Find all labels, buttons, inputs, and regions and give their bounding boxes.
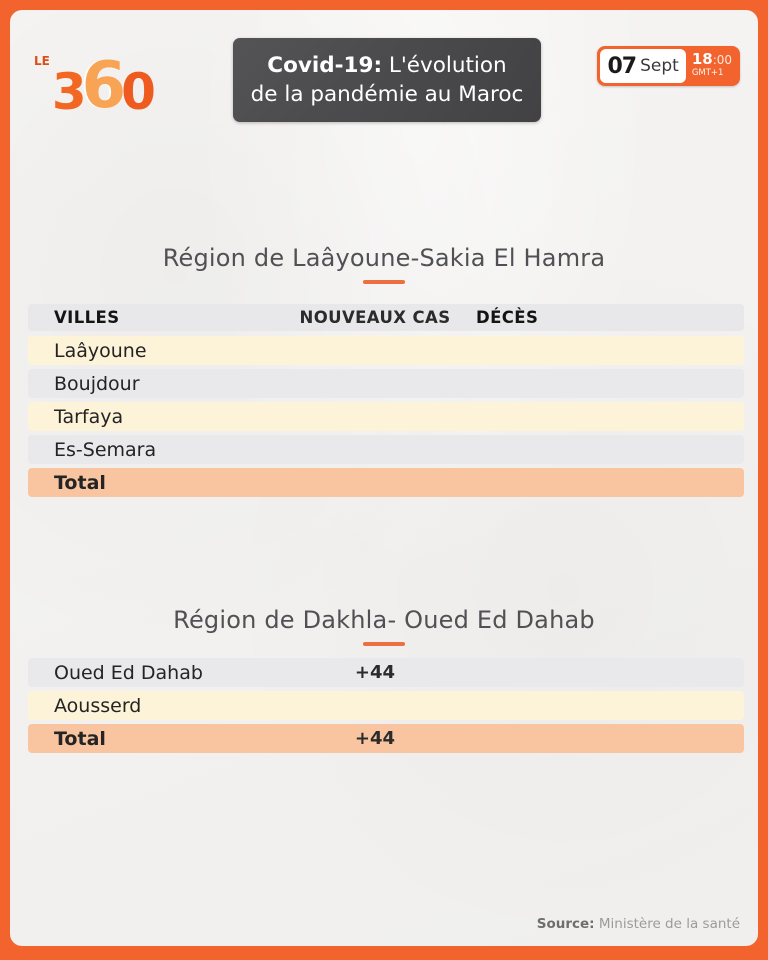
table-row <box>28 369 744 398</box>
date-badge-time-box <box>686 49 737 83</box>
cell-ville: Es-Semara <box>54 438 157 461</box>
headline-line1-rest: L'évolution <box>382 53 507 78</box>
date-badge <box>597 46 740 86</box>
time-minutes: :00 <box>712 53 732 67</box>
table-row <box>28 468 744 497</box>
section-title-laayoune: Région de Laâyoune-Sakia El Hamra <box>162 244 606 272</box>
cell-ville: Laâyoune <box>54 339 147 362</box>
logo-digit-3: 3 <box>51 63 84 121</box>
cell-nouveaux-cas: +44 <box>354 662 396 683</box>
column-header: NOUVEAUX CAS <box>299 308 451 327</box>
column-header: VILLES <box>54 308 120 327</box>
source-value: Ministère de la santé <box>594 916 740 932</box>
cell-ville: Tarfaya <box>54 405 124 428</box>
cell-ville: Boujdour <box>54 372 140 395</box>
time-value <box>692 51 732 67</box>
section-title-dakhla: Région de Dakhla- Oued Ed Dahab <box>173 606 595 634</box>
headline-line1 <box>233 51 541 80</box>
table-row <box>28 336 744 365</box>
headline-line2: de la pandémie au Maroc <box>250 82 524 107</box>
title-underline-accent <box>363 642 405 646</box>
table-header-row <box>28 304 744 331</box>
logo-digit-0: 0 <box>121 63 153 121</box>
cell-ville: Total <box>54 471 106 494</box>
table-row <box>28 724 744 753</box>
date-month: Sept <box>640 56 679 76</box>
cell-ville: Total <box>54 727 106 750</box>
column-header: DÉCÈS <box>476 308 539 327</box>
table-dakhla <box>28 658 744 757</box>
source-label: Source: <box>536 916 595 932</box>
date-day: 07 <box>607 53 637 79</box>
logo-le-text: LE <box>34 54 50 68</box>
table-row <box>28 691 744 720</box>
cell-nouveaux-cas: +44 <box>354 728 396 749</box>
headline-banner <box>233 38 541 122</box>
infographic-card <box>10 10 758 946</box>
cell-ville: Aousserd <box>54 694 142 717</box>
table-laayoune <box>28 304 744 501</box>
le360-logo <box>34 28 153 123</box>
table-row <box>28 402 744 431</box>
table-row <box>28 435 744 464</box>
table-row <box>28 658 744 687</box>
logo-digit-6: 6 <box>81 49 124 123</box>
cell-ville: Oued Ed Dahab <box>54 661 203 684</box>
source-credit <box>537 916 740 932</box>
time-hour: 18 <box>691 50 713 68</box>
timezone-label: GMT+1 <box>691 68 724 78</box>
date-badge-day-box <box>600 49 685 83</box>
headline-covid-label: Covid-19: <box>267 53 383 78</box>
title-underline-accent <box>363 280 405 284</box>
